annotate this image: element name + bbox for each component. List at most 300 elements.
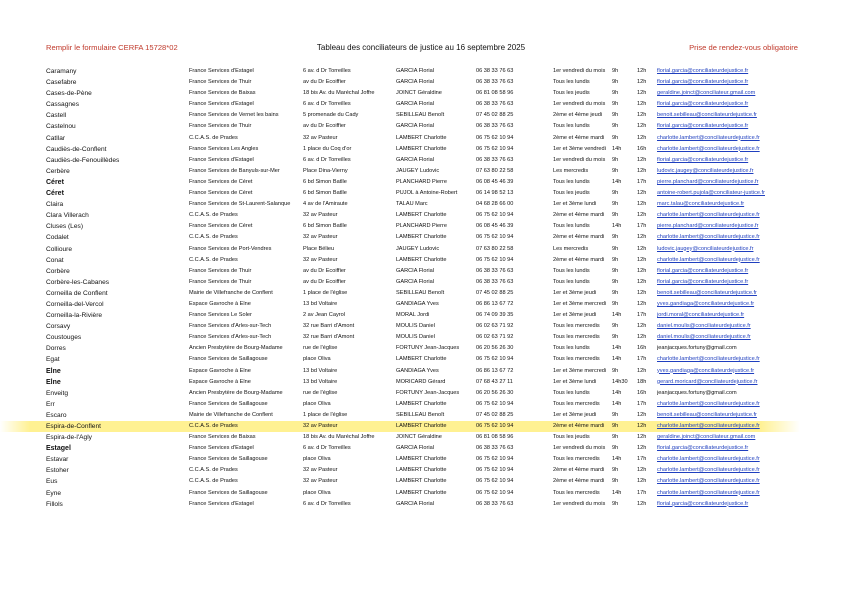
schedule-day-cell: 2ème et 4ème mardi xyxy=(553,234,605,241)
location-cell: Espace Gavroche à Elne xyxy=(189,300,251,307)
table-row xyxy=(0,454,842,465)
conciliator-name-cell: FORTUNY Jean-Jacques xyxy=(396,345,460,352)
email-link[interactable]: florial.garcia@conciliateurdejustice.fr xyxy=(657,123,749,130)
end-time-cell: 12h xyxy=(637,323,647,330)
email-link[interactable]: charlotte.lambert@conciliateurdejustice.fr xyxy=(657,467,760,474)
email-link[interactable]: charlotte.lambert@conciliateurdejustice.fr xyxy=(657,212,760,219)
phone-cell: 06 81 08 58 96 xyxy=(476,434,514,441)
commune-cell: Corneilla-la-Rivière xyxy=(46,312,103,320)
conciliator-name-cell: JOINCT Géraldine xyxy=(396,90,442,97)
table-row xyxy=(0,99,842,110)
schedule-day-cell: Tous les mercredis xyxy=(553,456,600,463)
conciliator-name-cell: PLANCHARD Pierre xyxy=(396,223,447,230)
start-time-cell: 9h xyxy=(612,278,619,285)
conciliator-name-cell: LAMBERT Charlotte xyxy=(396,400,447,407)
start-time-cell: 14h xyxy=(612,345,622,352)
email-link[interactable]: jordi.moral@conciliateurdejustice.fr xyxy=(657,312,745,319)
conciliator-name-cell: MOULIS Daniel xyxy=(396,334,435,341)
conciliator-name-cell: GARCIA Florial xyxy=(396,267,434,274)
address-cell: 13 bd Voltaire xyxy=(303,378,338,385)
start-time-cell: 14h xyxy=(612,456,622,463)
email-link[interactable]: florial.garcia@conciliateurdejustice.fr xyxy=(657,68,749,74)
start-time-cell: 9h xyxy=(612,445,619,452)
start-time-cell: 9h xyxy=(612,156,619,163)
schedule-day-cell: Tous les jeudis xyxy=(553,434,590,441)
conciliator-name-cell: LAMBERT Charlotte xyxy=(396,456,447,463)
commune-cell: Corneilla-del-Vercol xyxy=(46,300,104,308)
start-time-cell: 9h xyxy=(612,434,619,441)
location-cell: France Services de Banyuls-sur-Mer xyxy=(189,167,280,174)
schedule-day-cell: Tous les mercredis xyxy=(553,400,600,407)
conciliators-table xyxy=(0,66,842,510)
conciliator-name-cell: GARCIA Florial xyxy=(396,500,434,507)
start-time-cell: 9h xyxy=(612,300,619,307)
end-time-cell: 12h xyxy=(637,334,647,341)
phone-cell: 06 86 13 67 72 xyxy=(476,300,514,307)
email-link[interactable]: jeanjacques.fortuny@gmail.com xyxy=(657,389,737,396)
phone-cell: 07 63 80 22 58 xyxy=(476,245,514,252)
start-time-cell: 14h xyxy=(612,145,622,152)
commune-cell: Cases-de-Pène xyxy=(46,90,92,98)
start-time-cell: 9h xyxy=(612,101,619,108)
phone-cell: 06 74 09 39 35 xyxy=(476,312,514,319)
location-cell: France Services d'Arles-sur-Tech xyxy=(189,323,272,330)
email-link[interactable]: yves.gandiaga@conciliateurdejustice.fr xyxy=(657,300,755,307)
start-time-cell: 9h xyxy=(612,123,619,130)
conciliator-name-cell: GARCIA Florial xyxy=(396,123,434,130)
address-cell: 32 av Pasteur xyxy=(303,234,338,241)
end-time-cell: 12h xyxy=(637,79,647,86)
schedule-day-cell: Tous les mercredis xyxy=(553,489,600,496)
address-cell: 6 bd Simon Batlle xyxy=(303,223,347,230)
address-cell: rue de l'église xyxy=(303,389,338,396)
end-time-cell: 16h xyxy=(637,345,647,352)
schedule-day-cell: 2ème et 4ème mardi xyxy=(553,256,605,263)
schedule-day-cell: 1er et 3ème jeudi xyxy=(553,312,597,319)
conciliator-name-cell: GARCIA Florial xyxy=(396,79,434,86)
commune-cell: Eus xyxy=(46,478,58,486)
table-row xyxy=(0,232,842,243)
conciliator-name-cell: GARCIA Florial xyxy=(396,156,434,163)
location-cell: France Services de Céret xyxy=(189,178,253,185)
schedule-day-cell: 2ème et 4ème mardi xyxy=(553,423,605,429)
email-link[interactable]: florial.garcia@conciliateurdejustice.fr xyxy=(657,500,749,507)
email-link[interactable]: florial.garcia@conciliateurdejustice.fr xyxy=(657,79,749,86)
start-time-cell: 9h xyxy=(612,212,619,219)
conciliator-name-cell: PLANCHARD Pierre xyxy=(396,178,447,185)
address-cell: 32 av Pasteur xyxy=(303,256,338,263)
table-row xyxy=(0,199,842,210)
address-cell: 32 av Pasteur xyxy=(303,467,338,474)
address-cell: 6 av. d Dr Torreilles xyxy=(303,101,351,108)
location-cell: France Services de Saillagouse xyxy=(189,356,268,363)
phone-cell: 06 20 56 26 30 xyxy=(476,389,514,396)
end-time-cell: 17h xyxy=(637,400,647,407)
email-link[interactable]: charlotte.lambert@conciliateurdejustice.fr xyxy=(657,134,760,141)
conciliator-name-cell: SEBILLEAU Benoît xyxy=(396,411,445,418)
location-cell: France Services d'Estagel xyxy=(189,68,254,74)
location-cell: Espace Gavroche à Elne xyxy=(189,378,251,385)
email-link[interactable]: geraldine.joinct@conciliateur.gmail.com xyxy=(657,90,756,97)
table-row xyxy=(0,255,842,266)
schedule-day-cell: Tous les mercredis xyxy=(553,323,600,330)
email-link[interactable]: benoit.sebilleau@conciliateurdejustice.fr xyxy=(657,289,757,296)
start-time-cell: 9h xyxy=(612,167,619,174)
schedule-day-cell: Les mercredis xyxy=(553,167,589,174)
commune-cell: Céret xyxy=(46,190,64,198)
end-time-cell: 12h xyxy=(637,201,647,208)
table-row xyxy=(0,343,842,354)
end-time-cell: 12h xyxy=(637,300,647,307)
schedule-day-cell: Tous les lundis xyxy=(553,267,590,274)
location-cell: France Services de Céret xyxy=(189,190,253,197)
address-cell: 32 rue Barri d'Amont xyxy=(303,323,355,330)
email-link[interactable]: charlotte.lambert@conciliateurdejustice.fr xyxy=(657,456,760,463)
schedule-day-cell: 2ème et 4ème mardi xyxy=(553,134,605,141)
start-time-cell: 9h xyxy=(612,478,619,485)
start-time-cell: 9h xyxy=(612,411,619,418)
email-link[interactable]: charlotte.lambert@conciliateurdejustice.fr xyxy=(657,234,760,241)
start-time-cell: 9h xyxy=(612,201,619,208)
table-row xyxy=(0,110,842,121)
email-link[interactable]: charlotte.lambert@conciliateurdejustice.fr xyxy=(657,423,760,429)
address-cell: place Oliva xyxy=(303,400,331,407)
address-cell: 6 av. d Dr Torreilles xyxy=(303,500,351,507)
address-cell: 1 place du Coq d'or xyxy=(303,145,352,152)
location-cell: France Services Les Angles xyxy=(189,145,259,152)
schedule-day-cell: Tous les lundis xyxy=(553,278,590,285)
commune-cell: Claira xyxy=(46,201,64,209)
conciliator-name-cell: GARCIA Florial xyxy=(396,445,434,452)
commune-cell: Caramany xyxy=(46,68,77,75)
table-row xyxy=(0,277,842,288)
email-link[interactable]: pierre.planchard@conciliateurdejustice.fr xyxy=(657,223,759,230)
commune-cell: Escaro xyxy=(46,411,67,419)
table-row xyxy=(0,299,842,310)
location-cell: C.C.A.S. de Prades xyxy=(189,212,238,219)
address-cell: 6 bd Simon Batlle xyxy=(303,190,347,197)
conciliator-name-cell: TALAU Marc xyxy=(396,201,428,208)
table-row xyxy=(0,121,842,132)
email-link[interactable]: florial.garcia@conciliateurdejustice.fr xyxy=(657,101,749,108)
phone-cell: 07 45 02 88 25 xyxy=(476,411,514,418)
start-time-cell: 14h xyxy=(612,312,622,319)
address-cell: 32 rue Barri d'Amont xyxy=(303,334,355,341)
start-time-cell: 9h xyxy=(612,245,619,252)
end-time-cell: 18h xyxy=(637,378,647,385)
phone-cell: 06 08 45 46 39 xyxy=(476,223,514,230)
commune-cell: Conat xyxy=(46,256,64,264)
commune-cell: Collioure xyxy=(46,245,73,253)
end-time-cell: 12h xyxy=(637,123,647,130)
email-link[interactable]: charlotte.lambert@conciliateurdejustice.fr xyxy=(657,145,760,152)
phone-cell: 06 38 33 76 63 xyxy=(476,267,514,274)
phone-cell: 06 75 62 10 94 xyxy=(476,356,514,363)
location-cell: Espace Gavroche à Elne xyxy=(189,367,251,374)
email-link[interactable]: florial.garcia@conciliateurdejustice.fr xyxy=(657,267,749,274)
commune-cell: Céret xyxy=(46,178,64,186)
phone-cell: 06 75 62 10 94 xyxy=(476,423,514,429)
start-time-cell: 9h xyxy=(612,289,619,296)
start-time-cell: 14h xyxy=(612,223,622,230)
schedule-day-cell: 1er et 3ème jeudi xyxy=(553,289,597,296)
table-row xyxy=(0,221,842,232)
schedule-day-cell: 1er vendredi du mois xyxy=(553,101,606,108)
commune-cell: Caudiès-de-Fenouillèdes xyxy=(46,156,120,164)
end-time-cell: 17h xyxy=(637,356,647,363)
table-row xyxy=(0,332,842,343)
commune-cell: Corneilla de Conflent xyxy=(46,289,108,297)
commune-cell: Castell xyxy=(46,112,67,120)
location-cell: France Services d'Arles-sur-Tech xyxy=(189,334,272,341)
location-cell: Ancien Presbytère de Bourg-Madame xyxy=(189,389,283,396)
phone-cell: 06 75 62 10 94 xyxy=(476,212,514,219)
page-title: Tableau des conciliateurs de justice au 16 septembre 2025 xyxy=(316,43,526,52)
commune-cell: Espira-de-l'Agly xyxy=(46,434,92,442)
start-time-cell: 9h xyxy=(612,500,619,507)
start-time-cell: 14h xyxy=(612,389,622,396)
email-link[interactable]: florial.garcia@conciliateurdejustice.fr xyxy=(657,156,749,163)
email-link[interactable]: charlotte.lambert@conciliateurdejustice.fr xyxy=(657,478,760,485)
location-cell: France Services de Vernet les bains xyxy=(189,112,279,119)
commune-cell: Estavar xyxy=(46,456,69,464)
end-time-cell: 12h xyxy=(637,190,647,197)
phone-cell: 06 38 33 76 63 xyxy=(476,79,514,86)
end-time-cell: 12h xyxy=(637,68,647,74)
commune-cell: Corbère-les-Cabanes xyxy=(46,278,110,286)
phone-cell: 06 75 62 10 94 xyxy=(476,234,514,241)
address-cell: Place Bélieu xyxy=(303,245,335,252)
conciliator-name-cell: LAMBERT Charlotte xyxy=(396,478,447,485)
email-link[interactable]: charlotte.lambert@conciliateurdejustice.fr xyxy=(657,256,760,263)
phone-cell: 06 20 56 26 30 xyxy=(476,345,514,352)
schedule-day-cell: Les mercredis xyxy=(553,245,589,252)
conciliator-name-cell: MOULIS Daniel xyxy=(396,323,435,330)
table-row xyxy=(0,354,842,365)
email-link[interactable]: ludovic.jaugey@conciliateurdejustice.fr xyxy=(657,167,754,174)
commune-cell: Cerbère xyxy=(46,167,70,175)
phone-cell: 06 02 63 71 92 xyxy=(476,323,514,330)
start-time-cell: 9h xyxy=(612,90,619,97)
table-row xyxy=(0,133,842,144)
address-cell: 1 place de l'église xyxy=(303,411,348,418)
email-link[interactable]: florial.garcia@conciliateurdejustice.fr xyxy=(657,278,749,285)
schedule-day-cell: 1er vendredi du mois xyxy=(553,68,606,74)
start-time-cell: 9h xyxy=(612,367,619,374)
email-link[interactable]: yves.gandiaga@conciliateurdejustice.fr xyxy=(657,367,755,374)
location-cell: France Services de Saillagouse xyxy=(189,456,268,463)
schedule-day-cell: 2ème et 4ème jeudi xyxy=(553,112,603,119)
commune-cell: Caudiès-de-Conflent xyxy=(46,145,107,153)
schedule-day-cell: Tous les lundis xyxy=(553,389,590,396)
phone-cell: 06 86 13 67 72 xyxy=(476,367,514,374)
commune-cell: Cassagnes xyxy=(46,101,79,109)
email-link[interactable]: jeanjacques.fortuny@gmail.com xyxy=(657,345,737,352)
commune-cell: Eyne xyxy=(46,489,62,497)
conciliator-name-cell: LAMBERT Charlotte xyxy=(396,234,447,241)
email-link[interactable]: geraldine.joinct@conciliateur.gmail.com xyxy=(657,434,756,441)
email-link[interactable]: antoine-robert.pujola@conciliateur-justice.fr xyxy=(657,190,765,197)
phone-cell: 06 75 62 10 94 xyxy=(476,134,514,141)
phone-cell: 06 38 33 76 63 xyxy=(476,123,514,130)
table-row xyxy=(0,166,842,177)
commune-cell: Clara Villerach xyxy=(46,212,89,220)
phone-cell: 06 14 98 52 13 xyxy=(476,190,514,197)
commune-cell: Corbère xyxy=(46,267,70,275)
start-time-cell: 14h xyxy=(612,356,622,363)
table-row xyxy=(0,288,842,299)
address-cell: 18 bis Av. du Maréchal Joffre xyxy=(303,90,375,97)
email-link[interactable]: charlotte.lambert@conciliateurdejustice.fr xyxy=(657,356,760,363)
schedule-day-cell: 1er et 3ème lundi xyxy=(553,201,597,208)
address-cell: 4 av de l'Amiraute xyxy=(303,201,348,208)
location-cell: France Services d'Estagel xyxy=(189,101,254,108)
phone-cell: 07 45 02 88 25 xyxy=(476,112,514,119)
end-time-cell: 12h xyxy=(637,478,647,485)
phone-cell: 06 81 08 58 96 xyxy=(476,90,514,97)
end-time-cell: 12h xyxy=(637,445,647,452)
start-time-cell: 14h xyxy=(612,400,622,407)
conciliator-name-cell: GANDIAGA Yves xyxy=(396,367,439,374)
location-cell: France Services d'Estagel xyxy=(189,500,254,507)
end-time-cell: 12h xyxy=(637,367,647,374)
table-row xyxy=(0,377,842,388)
conciliator-name-cell: LAMBERT Charlotte xyxy=(396,423,447,429)
schedule-day-cell: 2ème et 4ème mardi xyxy=(553,478,605,485)
table-row xyxy=(0,188,842,199)
table-row xyxy=(0,465,842,476)
conciliator-name-cell: GARCIA Florial xyxy=(396,278,434,285)
phone-cell: 06 38 33 76 63 xyxy=(476,156,514,163)
phone-cell: 06 38 33 76 63 xyxy=(476,101,514,108)
address-cell: place Oliva xyxy=(303,356,331,363)
end-time-cell: 12h xyxy=(637,411,647,418)
schedule-day-cell: Tous les lundis xyxy=(553,79,590,86)
end-time-cell: 12h xyxy=(637,267,647,274)
phone-cell: 06 02 63 71 92 xyxy=(476,334,514,341)
email-link[interactable]: daniel.moulis@conciliateurdejustice.fr xyxy=(657,323,751,330)
start-time-cell: 9h xyxy=(612,190,619,197)
address-cell: 32 av Pasteur xyxy=(303,478,338,485)
end-time-cell: 12h xyxy=(637,112,647,119)
phone-cell: 06 75 62 10 94 xyxy=(476,489,514,496)
commune-cell: Castelnou xyxy=(46,123,76,131)
start-time-cell: 9h xyxy=(612,423,619,429)
location-cell: C.C.A.S. de Prades xyxy=(189,467,238,474)
conciliator-name-cell: LAMBERT Charlotte xyxy=(396,256,447,263)
email-link[interactable]: gerard.moricard@conciliateurdejustice.fr xyxy=(657,378,758,385)
table-row xyxy=(0,266,842,277)
address-cell: 2 av Jean Cayrol xyxy=(303,312,345,319)
address-cell: 6 av. d Dr Torreilles xyxy=(303,445,351,452)
start-time-cell: 9h xyxy=(612,256,619,263)
commune-cell: Estagel xyxy=(46,445,71,453)
location-cell: France Services de Saillagouse xyxy=(189,489,268,496)
page-header xyxy=(0,43,842,57)
email-link[interactable]: charlotte.lambert@conciliateurdejustice.fr xyxy=(657,400,760,407)
schedule-day-cell: 1er et 3ème vendredi xyxy=(553,145,606,152)
table-row xyxy=(0,310,842,321)
table-row xyxy=(0,388,842,399)
schedule-day-cell: 1er et 3ème mercredi xyxy=(553,367,607,374)
phone-cell: 06 38 33 76 63 xyxy=(476,278,514,285)
schedule-day-cell: Tous les lundis xyxy=(553,223,590,230)
end-time-cell: 16h xyxy=(637,389,647,396)
end-time-cell: 12h xyxy=(637,101,647,108)
email-link[interactable]: benoit.sebilleau@conciliateurdejustice.fr xyxy=(657,112,757,119)
location-cell: C.C.A.S. de Prades xyxy=(189,234,238,241)
schedule-day-cell: 1er et 3ème jeudi xyxy=(553,411,597,418)
address-cell: 13 bd Voltaire xyxy=(303,300,338,307)
end-time-cell: 12h xyxy=(637,423,647,429)
email-link[interactable]: charlotte.lambert@conciliateurdejustice.fr xyxy=(657,489,760,496)
table-row xyxy=(0,177,842,188)
table-row xyxy=(0,244,842,255)
schedule-day-cell: 2ème et 4ème mardi xyxy=(553,467,605,474)
location-cell: France Services de Port-Vendres xyxy=(189,245,272,252)
commune-cell: Egat xyxy=(46,356,60,364)
email-link[interactable]: benoit.sebilleau@conciliateurdejustice.fr xyxy=(657,411,757,418)
location-cell: France Services d'Estagel xyxy=(189,156,254,163)
email-link[interactable]: ludovic.jaugey@conciliateurdejustice.fr xyxy=(657,245,754,252)
commune-cell: Codalet xyxy=(46,234,69,242)
address-cell: Place Dina-Vierny xyxy=(303,167,348,174)
start-time-cell: 9h xyxy=(612,267,619,274)
end-time-cell: 12h xyxy=(637,289,647,296)
address-cell: 6 bd Simon Batlle xyxy=(303,178,347,185)
email-link[interactable]: florial.garcia@conciliateurdejustice.fr xyxy=(657,445,749,452)
conciliator-name-cell: FORTUNY Jean-Jacques xyxy=(396,389,460,396)
end-time-cell: 12h xyxy=(637,156,647,163)
start-time-cell: 9h xyxy=(612,68,619,74)
start-time-cell: 14h xyxy=(612,489,622,496)
end-time-cell: 17h xyxy=(637,456,647,463)
location-cell: France Services d'Estagel xyxy=(189,445,254,452)
commune-cell: Elne xyxy=(46,367,61,375)
schedule-day-cell: 1er vendredi du mois xyxy=(553,445,606,452)
end-time-cell: 12h xyxy=(637,245,647,252)
commune-cell: Casefabre xyxy=(46,79,77,87)
start-time-cell: 9h xyxy=(612,467,619,474)
end-time-cell: 12h xyxy=(637,212,647,219)
email-link[interactable]: daniel.moulis@conciliateurdejustice.fr xyxy=(657,334,751,341)
address-cell: av du Dr Ecoiffier xyxy=(303,267,346,274)
schedule-day-cell: Tous les jeudis xyxy=(553,90,590,97)
conciliator-name-cell: GARCIA Florial xyxy=(396,68,434,74)
conciliator-name-cell: MORICARD Gérard xyxy=(396,378,446,385)
table-row xyxy=(0,443,842,454)
end-time-cell: 17h xyxy=(637,312,647,319)
table-row xyxy=(0,399,842,410)
schedule-day-cell: 1er et 3ème lundi xyxy=(553,378,597,385)
conciliator-name-cell: MORAL Jordi xyxy=(396,312,430,319)
start-time-cell: 9h xyxy=(612,334,619,341)
conciliator-name-cell: JAUGEY Ludovic xyxy=(396,245,440,252)
address-cell: 6 av. d Dr Torreilles xyxy=(303,68,351,74)
commune-cell: Err xyxy=(46,400,55,408)
table-row xyxy=(0,488,842,499)
email-link[interactable]: pierre.planchard@conciliateurdejustice.fr xyxy=(657,178,759,185)
table-row xyxy=(0,88,842,99)
cerfa-form-link[interactable]: Remplir le formulaire CERFA 15728*02 xyxy=(46,43,178,52)
commune-cell: Espira-de-Conflent xyxy=(46,423,101,430)
email-link[interactable]: marc.talau@conciliateurdejustice.fr xyxy=(657,201,745,208)
address-cell: av du Dr Ecoiffier xyxy=(303,278,346,285)
end-time-cell: 12h xyxy=(637,234,647,241)
conciliator-name-cell: GARCIA Florial xyxy=(396,101,434,108)
end-time-cell: 12h xyxy=(637,256,647,263)
conciliator-name-cell: LAMBERT Charlotte xyxy=(396,489,447,496)
